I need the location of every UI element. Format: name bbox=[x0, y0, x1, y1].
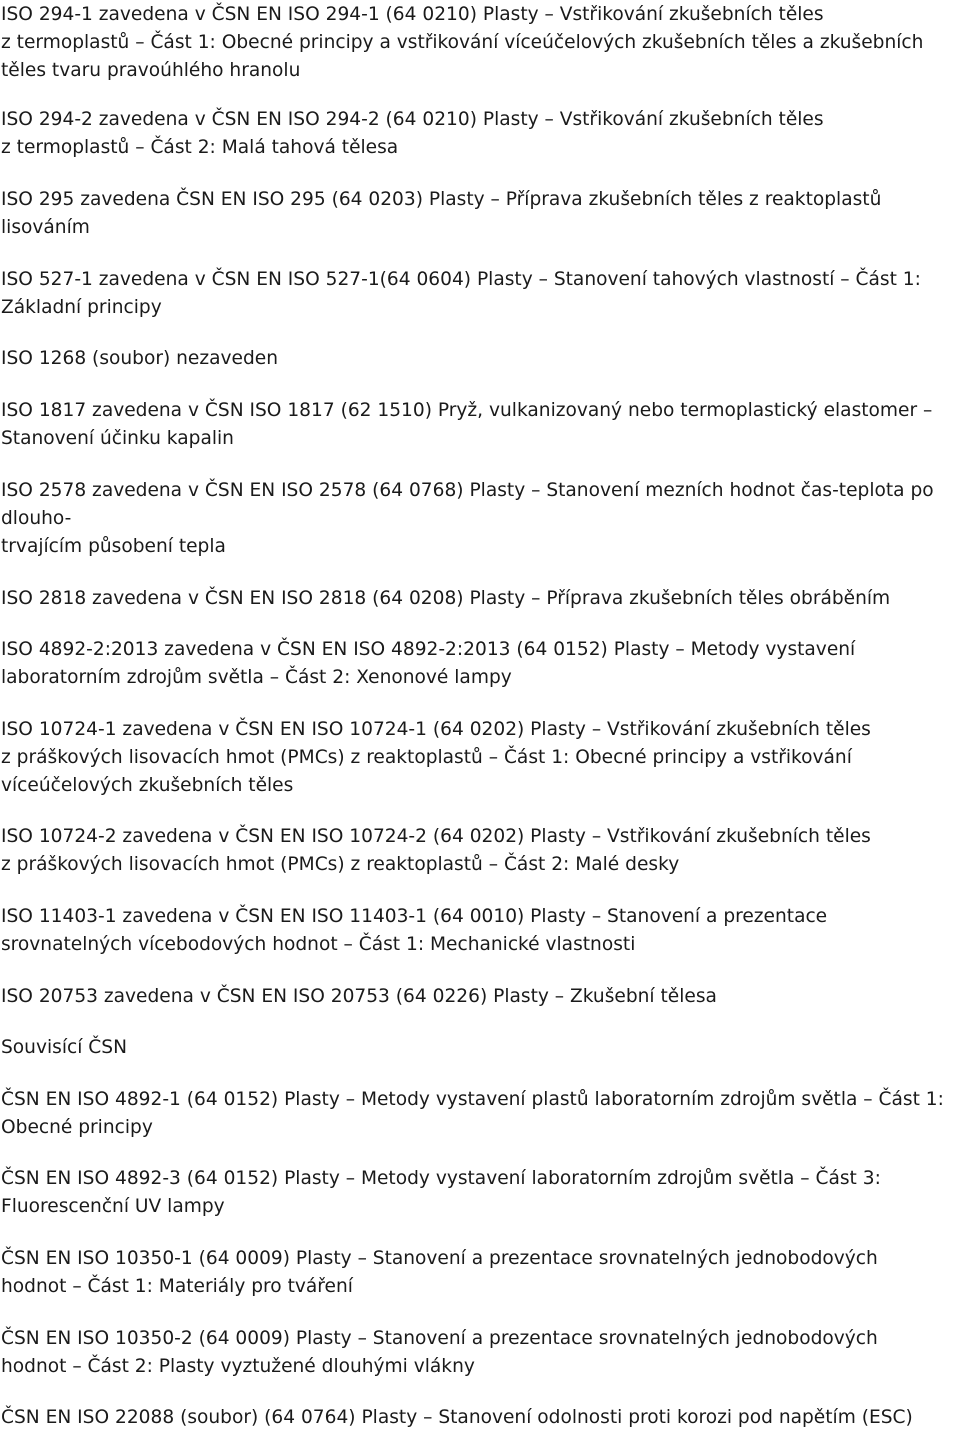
text-line: z práškových lisovacích hmot (PMCs) z reaktoplastů – Část 1: Obecné principy a vstřikování bbox=[1, 747, 852, 768]
paragraph-iso-4892-2 bbox=[1, 636, 855, 692]
paragraph-iso-295 bbox=[1, 186, 881, 242]
text-line: Souvisící ČSN bbox=[1, 1037, 127, 1058]
text-line: ISO 527-1 zavedena v ČSN EN ISO 527-1(64 0604) Plasty – Stanovení tahových vlastností – Část 1: bbox=[1, 269, 921, 290]
paragraph-csn-22088 bbox=[1, 1404, 913, 1432]
text-line: ČSN EN ISO 10350-2 (64 0009) Plasty – Stanovení a prezentace srovnatelných jednobodových bbox=[1, 1328, 878, 1349]
paragraph-csn-10350-2 bbox=[1, 1325, 878, 1381]
paragraph-iso-1268 bbox=[1, 345, 278, 373]
paragraph-iso-10724-2 bbox=[1, 823, 871, 879]
text-line: ČSN EN ISO 22088 (soubor) (64 0764) Plasty – Stanovení odolnosti proti korozi pod napětím (ESC) bbox=[1, 1407, 913, 1428]
text-line: ISO 294-2 zavedena v ČSN EN ISO 294-2 (64 0210) Plasty – Vstřikování zkušebních těles bbox=[1, 109, 824, 130]
text-line: Obecné principy bbox=[1, 1117, 153, 1138]
text-line: ISO 20753 zavedena v ČSN EN ISO 20753 (64 0226) Plasty – Zkušební tělesa bbox=[1, 986, 717, 1007]
paragraph-csn-4892-3 bbox=[1, 1165, 881, 1221]
paragraph-iso-20753 bbox=[1, 983, 717, 1011]
paragraph-iso-294-2 bbox=[1, 106, 824, 162]
text-line: ISO 1817 zavedena v ČSN ISO 1817 (62 1510) Pryž, vulkanizovaný nebo termoplastický elastomer – bbox=[1, 400, 933, 421]
text-line: ISO 1268 (soubor) nezaveden bbox=[1, 348, 278, 369]
paragraph-iso-2818 bbox=[1, 585, 890, 613]
text-line: laboratorním zdrojům světla – Část 2: Xenonové lampy bbox=[1, 667, 512, 688]
paragraph-iso-527-1 bbox=[1, 266, 921, 322]
text-line: Základní principy bbox=[1, 297, 162, 318]
text-line: ISO 2578 zavedena v ČSN EN ISO 2578 (64 0768) Plasty – Stanovení mezních hodnot čas-teplota po bbox=[1, 480, 934, 501]
text-line: těles tvaru pravoúhlého hranolu bbox=[1, 60, 301, 81]
text-line: z práškových lisovacích hmot (PMCs) z reaktoplastů – Část 2: Malé desky bbox=[1, 854, 680, 875]
text-line: ISO 11403-1 zavedena v ČSN EN ISO 11403-1 (64 0010) Plasty – Stanovení a prezentace bbox=[1, 906, 828, 927]
text-line: ČSN EN ISO 10350-1 (64 0009) Plasty – Stanovení a prezentace srovnatelných jednobodových bbox=[1, 1248, 878, 1269]
text-line: ISO 10724-1 zavedena v ČSN EN ISO 10724-1 (64 0202) Plasty – Vstřikování zkušebních těles bbox=[1, 719, 871, 740]
text-line: Fluorescenční UV lampy bbox=[1, 1196, 225, 1217]
text-line: trvajícím působení tepla bbox=[1, 536, 226, 557]
text-line: z termoplastů – Část 1: Obecné principy a vstřikování víceúčelových zkušebních těles a zkušebních bbox=[1, 32, 924, 53]
paragraph-csn-4892-1 bbox=[1, 1086, 944, 1142]
text-line: ISO 295 zavedena ČSN EN ISO 295 (64 0203) Plasty – Příprava zkušebních těles z reaktoplastů bbox=[1, 189, 882, 210]
paragraph-iso-294-1 bbox=[1, 1, 923, 85]
text-line: hodnot – Část 2: Plasty vyztužené dlouhými vlákny bbox=[1, 1356, 475, 1377]
text-line: ČSN EN ISO 4892-3 (64 0152) Plasty – Metody vystavení laboratorním zdrojům světla – Část 3: bbox=[1, 1168, 881, 1189]
text-line: ISO 4892-2:2013 zavedena v ČSN EN ISO 4892-2:2013 (64 0152) Plasty – Metody vystavení bbox=[1, 639, 856, 660]
section-heading-related-csn bbox=[1, 1034, 127, 1062]
text-line: srovnatelných vícebodových hodnot – Část 1: Mechanické vlastnosti bbox=[1, 934, 636, 955]
paragraph-iso-2578 bbox=[1, 477, 934, 561]
text-line: ČSN EN ISO 4892-1 (64 0152) Plasty – Metody vystavení plastů laboratorním zdrojům světla – Část 1: bbox=[1, 1089, 944, 1110]
text-line: ISO 10724-2 zavedena v ČSN EN ISO 10724-2 (64 0202) Plasty – Vstřikování zkušebních těles bbox=[1, 826, 871, 847]
text-line: ISO 294-1 zavedena v ČSN EN ISO 294-1 (64 0210) Plasty – Vstřikování zkušebních těles bbox=[1, 4, 824, 25]
paragraph-iso-10724-1 bbox=[1, 716, 871, 800]
paragraph-iso-11403-1 bbox=[1, 903, 827, 959]
text-line: víceúčelových zkušebních těles bbox=[1, 775, 294, 796]
text-line: dlouho- bbox=[1, 508, 72, 529]
paragraph-csn-10350-1 bbox=[1, 1245, 878, 1301]
paragraph-iso-1817 bbox=[1, 397, 932, 453]
text-line: Stanovení účinku kapalin bbox=[1, 428, 234, 449]
text-line: hodnot – Část 1: Materiály pro tváření bbox=[1, 1276, 353, 1297]
text-line: z termoplastů – Část 2: Malá tahová tělesa bbox=[1, 137, 399, 158]
text-line: lisováním bbox=[1, 217, 90, 238]
text-line: ISO 2818 zavedena v ČSN EN ISO 2818 (64 0208) Plasty – Příprava zkušebních těles obráběním bbox=[1, 588, 891, 609]
